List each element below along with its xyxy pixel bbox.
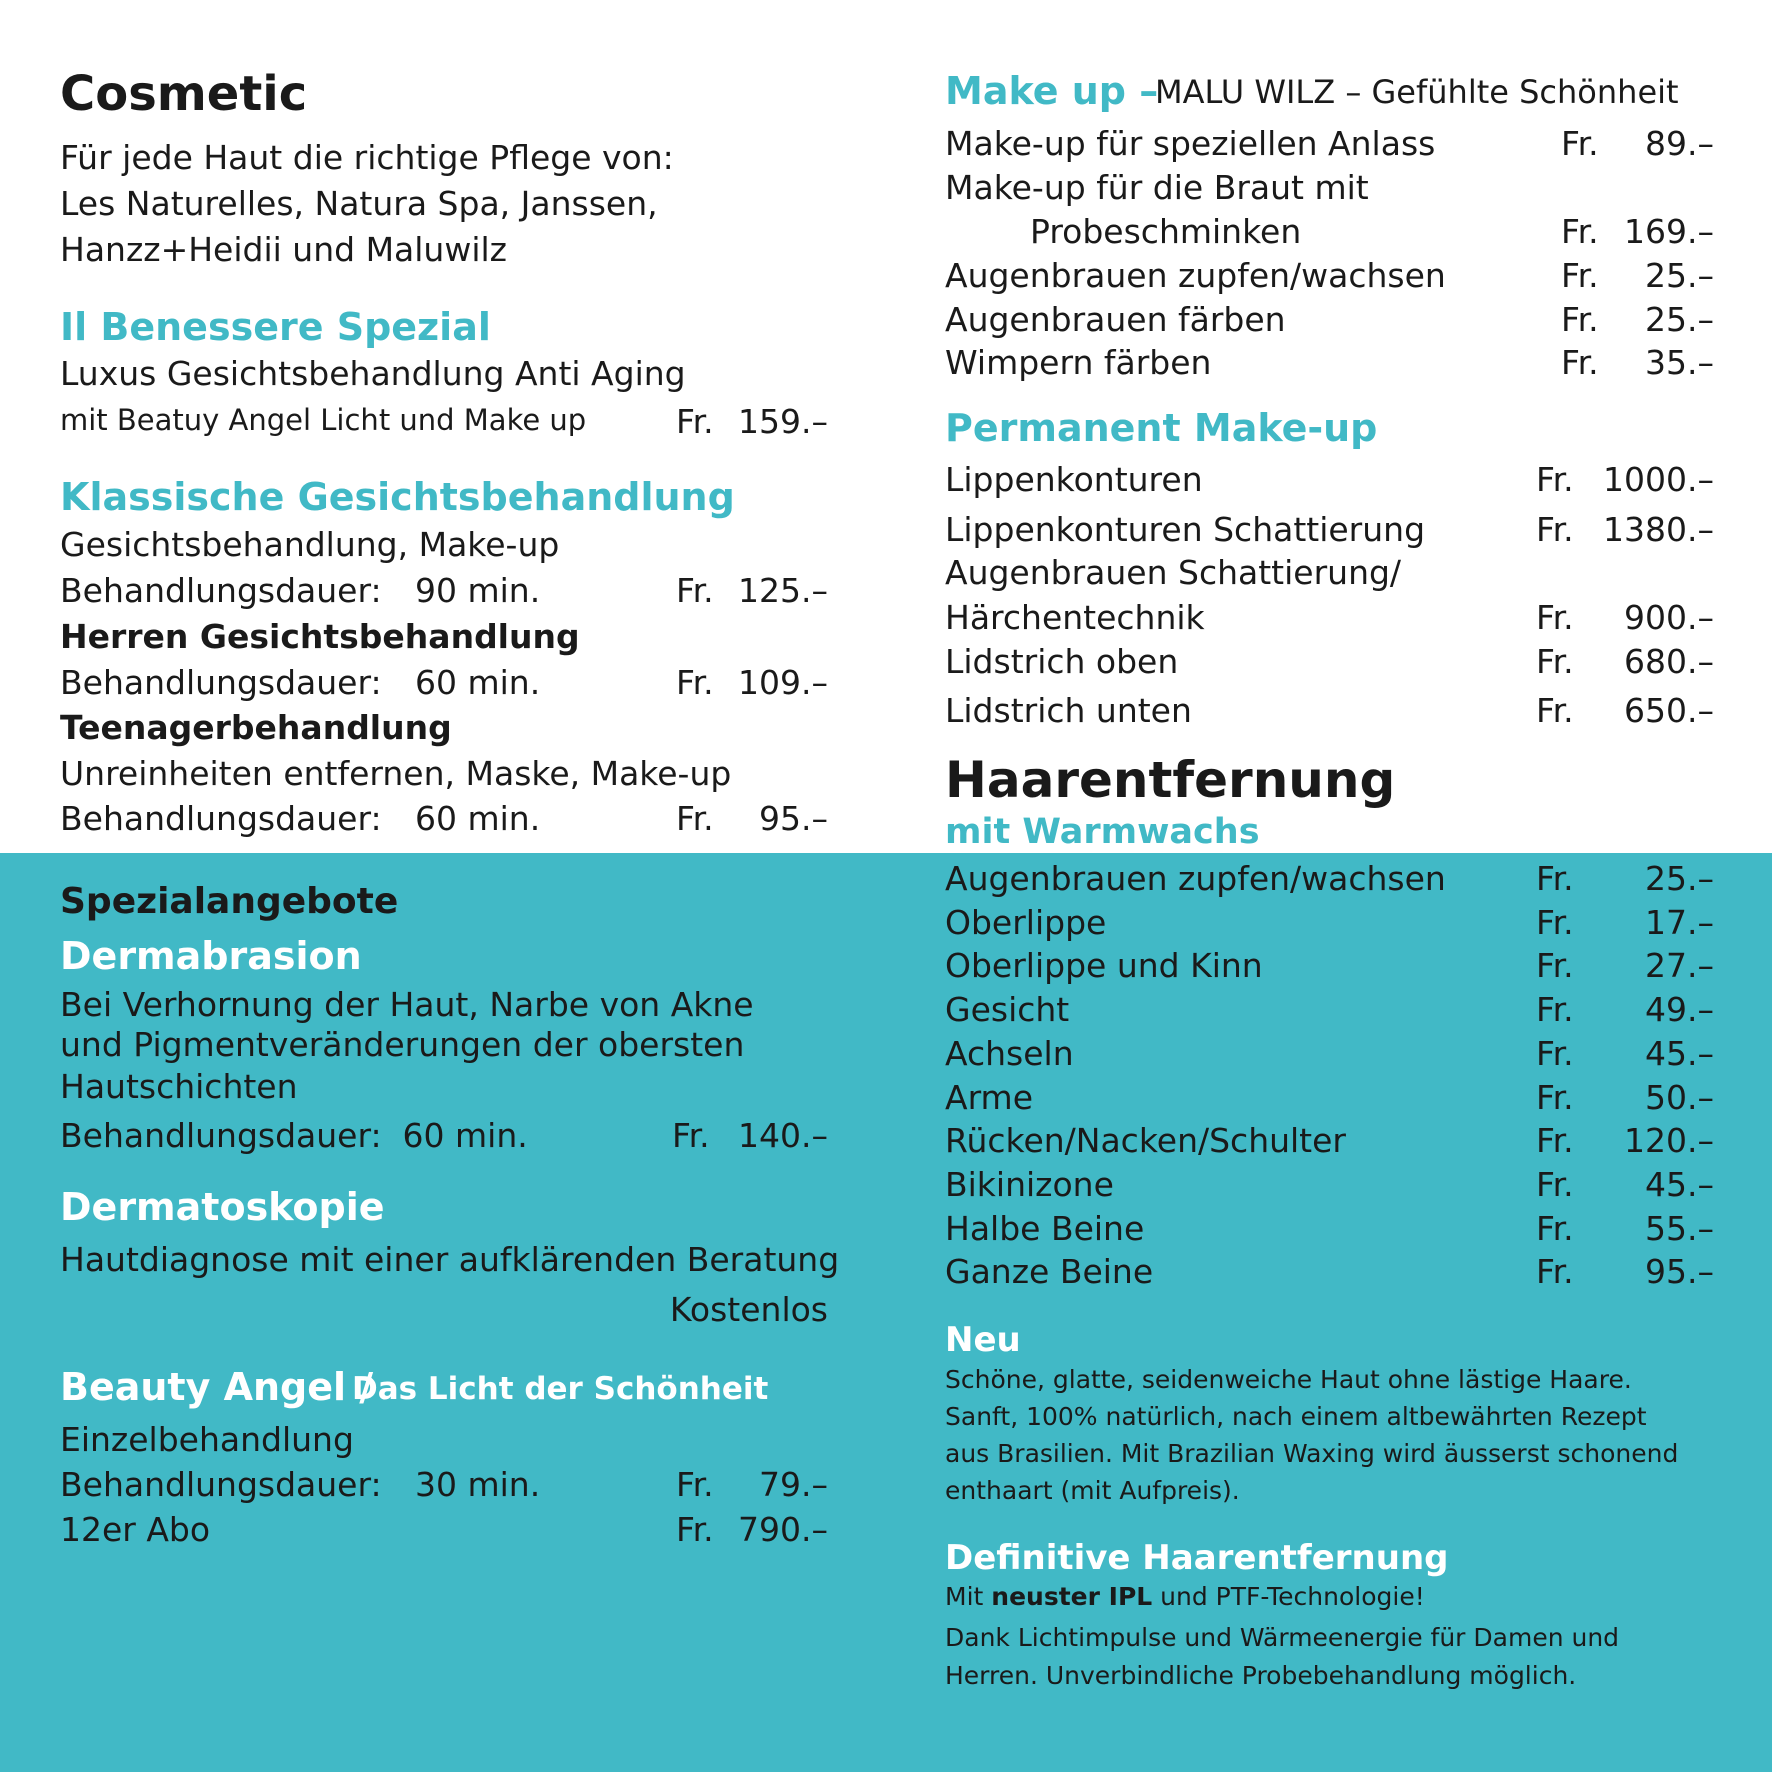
permanent-item-label: Lippenkonturen Schattierung bbox=[945, 510, 1426, 549]
currency-label: Fr. bbox=[1536, 903, 1574, 942]
permanent-item-label: Augenbrauen Schattierung/ bbox=[945, 553, 1402, 592]
makeup-item-label: Make-up für die Braut mit bbox=[945, 168, 1369, 207]
klassisch-desc: Gesichtsbehandlung, Make-up bbox=[60, 525, 560, 564]
angel-price-single: 79.– bbox=[759, 1465, 828, 1504]
klassisch-price: 125.– bbox=[738, 571, 828, 610]
dermatoskopie-title: Dermatoskopie bbox=[60, 1185, 385, 1229]
teen-desc: Unreinheiten entfernen, Maske, Make-up bbox=[60, 754, 732, 793]
neu-title: Neu bbox=[945, 1320, 1021, 1360]
permanent-item-label: Härchentechnik bbox=[945, 598, 1205, 637]
makeup-item-label: Probeschminken bbox=[1030, 212, 1302, 251]
definitiv-line1-start: Mit bbox=[945, 1582, 984, 1611]
currency-label: Fr. bbox=[676, 663, 714, 702]
permanent-item-price: 680.– bbox=[1624, 642, 1714, 681]
currency-label: Fr. bbox=[1561, 124, 1599, 163]
angel-price-abo: 790.– bbox=[738, 1510, 828, 1549]
neu-line: Sanft, 100% natürlich, nach einem altbewährten Rezept bbox=[945, 1402, 1647, 1431]
duration-label: Behandlungsdauer: bbox=[60, 571, 382, 610]
haar-item-price: 17.– bbox=[1645, 903, 1714, 942]
haar-item-label: Oberlippe und Kinn bbox=[945, 946, 1263, 985]
haar-item-label: Gesicht bbox=[945, 990, 1070, 1029]
neu-line: aus Brasilien. Mit Brazilian Waxing wird äusserst schonend bbox=[945, 1439, 1679, 1468]
haar-item-label: Bikinizone bbox=[945, 1165, 1114, 1204]
makeup-item-price: 89.– bbox=[1645, 124, 1714, 163]
benessere-line2: mit Beatuy Angel Licht und Make up bbox=[60, 403, 587, 437]
dermabrasion-title: Dermabrasion bbox=[60, 934, 362, 978]
dermabrasion-price: 140.– bbox=[738, 1116, 828, 1155]
neu-line: Schöne, glatte, seidenweiche Haut ohne lästige Haare. bbox=[945, 1365, 1632, 1394]
duration-value: 90 min. bbox=[415, 571, 541, 610]
permanent-item-price: 1000.– bbox=[1603, 460, 1714, 499]
haar-subtitle: mit Warmwachs bbox=[945, 812, 1260, 852]
teen-price: 95.– bbox=[759, 799, 828, 838]
dermatoskopie-price: Kostenlos bbox=[669, 1290, 828, 1329]
makeup-item-label: Augenbrauen zupfen/wachsen bbox=[945, 256, 1446, 295]
duration-value: 60 min. bbox=[415, 799, 541, 838]
currency-label: Fr. bbox=[1536, 510, 1574, 549]
haar-item-label: Ganze Beine bbox=[945, 1252, 1154, 1291]
haar-title: Haarentfernung bbox=[945, 751, 1396, 809]
makeup-title: Make up – bbox=[945, 69, 1159, 113]
currency-label: Fr. bbox=[1561, 212, 1599, 251]
definitiv-line1-end: und PTF-Technologie! bbox=[1160, 1582, 1425, 1611]
dermabrasion-desc-line: Hautschichten bbox=[60, 1067, 298, 1106]
permanent-title: Permanent Make-up bbox=[945, 406, 1378, 450]
haar-item-price: 49.– bbox=[1645, 990, 1714, 1029]
haar-item-label: Oberlippe bbox=[945, 903, 1107, 942]
haar-item-price: 27.– bbox=[1645, 946, 1714, 985]
definitiv-line: Herren. Unverbindliche Probebehandlung möglich. bbox=[945, 1661, 1577, 1690]
haar-item-label: Halbe Beine bbox=[945, 1209, 1145, 1248]
dermatoskopie-desc: Hautdiagnose mit einer aufklärenden Beratung bbox=[60, 1240, 840, 1279]
permanent-item-label: Lidstrich oben bbox=[945, 642, 1179, 681]
makeup-item-label: Augenbrauen färben bbox=[945, 300, 1286, 339]
dermabrasion-desc-line: und Pigmentveränderungen der obersten bbox=[60, 1025, 745, 1064]
haar-item-price: 55.– bbox=[1645, 1209, 1714, 1248]
definitiv-line: Dank Lichtimpulse und Wärmeenergie für Damen und bbox=[945, 1623, 1620, 1652]
duration-label: Behandlungsdauer: bbox=[60, 1465, 382, 1504]
haar-item-label: Arme bbox=[945, 1078, 1034, 1117]
currency-label: Fr. bbox=[1536, 859, 1574, 898]
duration-value: 30 min. bbox=[415, 1465, 541, 1504]
angel-single: Einzelbehandlung bbox=[60, 1420, 354, 1459]
cosmetic-title: Cosmetic bbox=[60, 66, 308, 122]
haar-item-price: 45.– bbox=[1645, 1165, 1714, 1204]
makeup-item-price: 35.– bbox=[1645, 343, 1714, 382]
duration-label: Behandlungsdauer: bbox=[60, 799, 382, 838]
currency-label: Fr. bbox=[1561, 343, 1599, 382]
makeup-item-price: 25.– bbox=[1645, 256, 1714, 295]
permanent-item-price: 650.– bbox=[1624, 691, 1714, 730]
permanent-item-label: Lidstrich unten bbox=[945, 691, 1192, 730]
permanent-item-price: 900.– bbox=[1624, 598, 1714, 637]
angel-abo: 12er Abo bbox=[60, 1510, 211, 1549]
definitiv-line1-bold: neuster IPL bbox=[991, 1582, 1153, 1611]
herren-price: 109.– bbox=[738, 663, 828, 702]
benessere-line1: Luxus Gesichtsbehandlung Anti Aging bbox=[60, 354, 686, 393]
makeup-item-label: Make-up für speziellen Anlass bbox=[945, 124, 1436, 163]
currency-label: Fr. bbox=[1536, 1078, 1574, 1117]
permanent-item-price: 1380.– bbox=[1603, 510, 1714, 549]
makeup-item-price: 25.– bbox=[1645, 300, 1714, 339]
duration-value: 60 min. bbox=[415, 663, 541, 702]
makeup-brand: MALU WILZ – Gefühlte Schönheit bbox=[1155, 73, 1679, 111]
currency-label: Fr. bbox=[672, 1116, 710, 1155]
definitiv-title: Definitive Haarentfernung bbox=[945, 1538, 1449, 1578]
currency-label: Fr. bbox=[676, 1465, 714, 1504]
haar-item-label: Augenbrauen zupfen/wachsen bbox=[945, 859, 1446, 898]
currency-label: Fr. bbox=[1536, 598, 1574, 637]
permanent-item-label: Lippenkonturen bbox=[945, 460, 1203, 499]
cosmetic-intro-line: Les Naturelles, Natura Spa, Janssen, bbox=[60, 184, 658, 223]
dermabrasion-desc-line: Bei Verhornung der Haut, Narbe von Akne bbox=[60, 985, 754, 1024]
haar-item-price: 95.– bbox=[1645, 1252, 1714, 1291]
neu-line: enthaart (mit Aufpreis). bbox=[945, 1476, 1240, 1505]
benessere-title: Il Benessere Spezial bbox=[60, 305, 491, 349]
cosmetic-intro-line: Hanzz+Heidii und Maluwilz bbox=[60, 230, 507, 269]
currency-label: Fr. bbox=[676, 402, 714, 441]
haar-item-price: 25.– bbox=[1645, 859, 1714, 898]
teen-title: Teenagerbehandlung bbox=[60, 708, 452, 747]
benessere-price: 159.– bbox=[738, 402, 828, 441]
currency-label: Fr. bbox=[1561, 256, 1599, 295]
currency-label: Fr. bbox=[1536, 990, 1574, 1029]
klassisch-title: Klassische Gesichtsbehandlung bbox=[60, 475, 735, 519]
currency-label: Fr. bbox=[1536, 691, 1574, 730]
dermabrasion-duration: Behandlungsdauer: 60 min. bbox=[60, 1116, 528, 1155]
haar-item-price: 120.– bbox=[1624, 1121, 1714, 1160]
currency-label: Fr. bbox=[676, 1510, 714, 1549]
duration-label: Behandlungsdauer: bbox=[60, 663, 382, 702]
haar-item-label: Rücken/Nacken/Schulter bbox=[945, 1121, 1346, 1160]
currency-label: Fr. bbox=[676, 571, 714, 610]
currency-label: Fr. bbox=[1536, 1165, 1574, 1204]
haar-item-price: 50.– bbox=[1645, 1078, 1714, 1117]
haar-item-price: 45.– bbox=[1645, 1034, 1714, 1073]
haar-item-label: Achseln bbox=[945, 1034, 1074, 1073]
spezial-title: Spezialangebote bbox=[60, 881, 399, 922]
beauty-angel-title: Beauty Angel / bbox=[60, 1365, 374, 1409]
beauty-angel-subtitle: Das Licht der Schönheit bbox=[352, 1371, 769, 1407]
currency-label: Fr. bbox=[1536, 1034, 1574, 1073]
definitiv-line1 bbox=[945, 1584, 1425, 1609]
makeup-item-price: 169.– bbox=[1624, 212, 1714, 251]
currency-label: Fr. bbox=[1536, 460, 1574, 499]
currency-label: Fr. bbox=[1536, 1252, 1574, 1291]
currency-label: Fr. bbox=[1536, 1209, 1574, 1248]
currency-label: Fr. bbox=[1536, 1121, 1574, 1160]
cosmetic-intro-line: Für jede Haut die richtige Pflege von: bbox=[60, 138, 674, 177]
herren-title: Herren Gesichtsbehandlung bbox=[60, 617, 580, 656]
currency-label: Fr. bbox=[1536, 946, 1574, 985]
currency-label: Fr. bbox=[676, 799, 714, 838]
currency-label: Fr. bbox=[1536, 642, 1574, 681]
makeup-item-label: Wimpern färben bbox=[945, 343, 1212, 382]
currency-label: Fr. bbox=[1561, 300, 1599, 339]
